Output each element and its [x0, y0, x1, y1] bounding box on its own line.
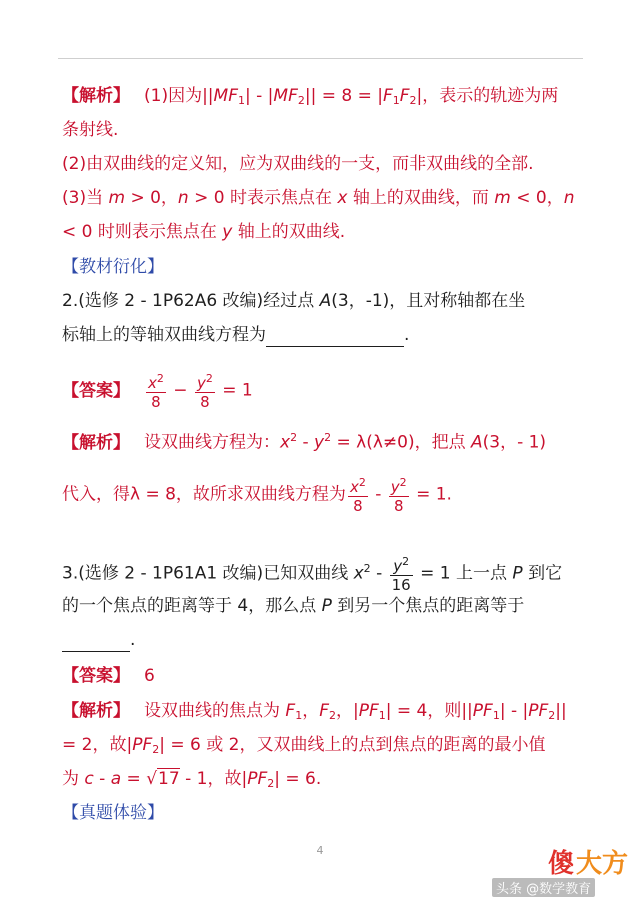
logo-char-2: 大方: [576, 849, 629, 879]
analysis-2-line-2: 代入，得λ = 8，故所求双曲线方程为 $\frac{x^2}{8}$ - $\frac{y^2}{8}$ = 1.: [62, 476, 452, 515]
answer-tag: 【答案】: [62, 380, 130, 401]
fraction-x2-over-8: $\frac{x^2}{8}$: [148, 372, 164, 411]
fraction-y2-over-8: $\frac{y^2}{8}$: [196, 372, 213, 411]
analysis-3-line-3: 为 c - a = √17 - 1，故$|PF_2| = 6$.: [62, 769, 322, 790]
answer-2: 【答案】 $\frac{x^2}{8}$ − $\frac{y^2}{8}$ = 1: [62, 372, 253, 411]
source-watermark: 头条 @数学教育: [492, 878, 595, 897]
answer-tag: 【答案】: [62, 666, 130, 686]
answer-blank: [62, 633, 130, 652]
analysis-tag: 【解析】: [62, 432, 130, 453]
analysis-1-line-1: 【解析】 (1)因为$||MF_1| - |MF_2|| = 8 = |F_1F_2|$，表示的轨迹为两: [62, 86, 559, 107]
answer-3: 【答案】 6: [62, 666, 155, 686]
page-number: 4: [316, 844, 324, 857]
fraction-y2-over-8: $\frac{y^2}{8}$: [390, 476, 407, 515]
question-3-line-3: .: [62, 628, 135, 652]
analysis-tag: 【解析】: [62, 701, 130, 721]
analysis-1-line-3: (2)由双曲线的定义知，应为双曲线的一支，而非双曲线的全部.: [62, 154, 534, 174]
section-heading-textbook: 【教材衍化】: [62, 257, 164, 277]
analysis-1-line-2: 条射线.: [62, 120, 119, 140]
analysis-2-line-1: 【解析】 设双曲线方程为：$x^2 - y^2 = \lambda(\lambda\ne 0)$，把点 A(3，- 1): [62, 431, 547, 453]
question-3-line-2: 的一个焦点的距离等于 4，那么点 P 到另一个焦点的距离等于: [62, 596, 525, 616]
analysis-3-line-1: 【解析】 设双曲线的焦点为 $F_1$，$F_2$，$|PF_1| = 4$，则$||PF_1| - |PF_2||$: [62, 701, 567, 722]
question-2-line-1: 2.(选修 2 - 1P62A6 改编)经过点 A(3，-1)，且对称轴都在坐: [62, 291, 526, 311]
question-3-line-1: 3.(选修 2 - 1P61A1 改编)已知双曲线 $x^2$ - $\frac{y^2}{16}$ = 1 上一点 P 到它: [62, 555, 563, 594]
analysis-tag: 【解析】: [62, 86, 130, 106]
answer-blank: [266, 328, 404, 347]
logo-char-1: 傻: [548, 849, 575, 879]
analysis-1-line-5: < 0 时则表示焦点在 y 轴上的双曲线.: [62, 222, 346, 242]
fraction-y2-over-16: $\frac{y^2}{16}$: [391, 555, 411, 594]
fraction-x2-over-8: $\frac{x^2}{8}$: [349, 476, 366, 515]
analysis-1-line-4: (3)当 m > 0，n > 0 时表示焦点在 x 轴上的双曲线，而 m < 0，n: [62, 188, 575, 208]
top-divider: [58, 58, 583, 59]
question-2-line-2: 标轴上的等轴双曲线方程为 .: [62, 325, 410, 345]
analysis-3-line-2: = 2，故$|PF_2| = 6$ 或 2，又双曲线上的点到焦点的距离的最小值: [62, 735, 546, 756]
section-heading-real-exam: 【真题体验】: [62, 803, 164, 823]
